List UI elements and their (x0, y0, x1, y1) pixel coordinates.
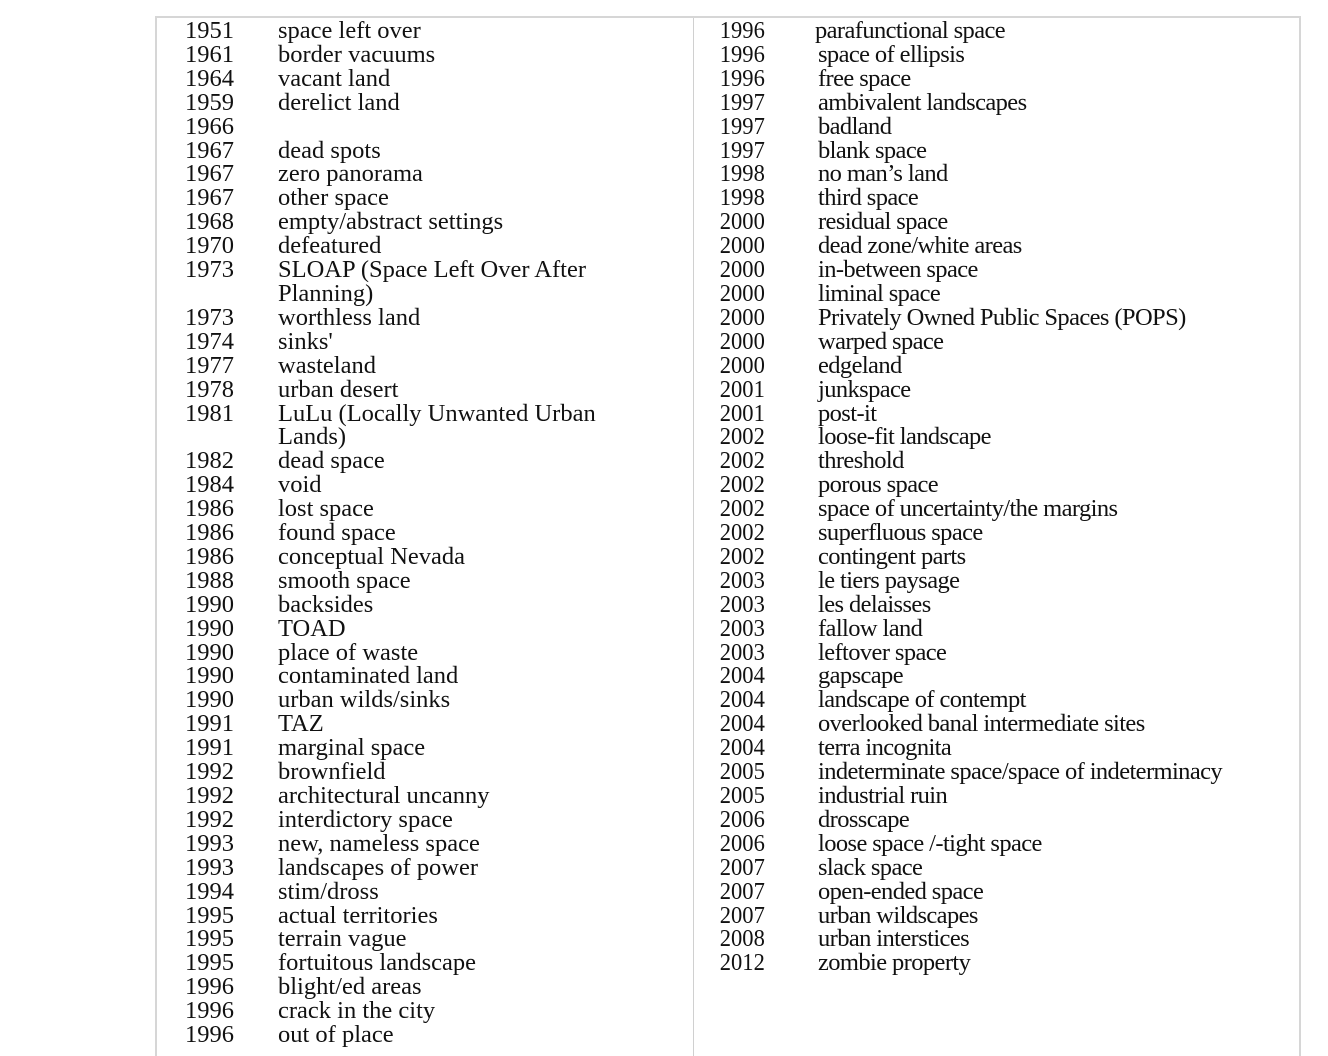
year-cell: 1997 (719, 88, 765, 116)
table-row (157, 590, 693, 618)
year-cell: 1991 (185, 734, 234, 762)
table-row (157, 829, 693, 857)
year-cell: 1990 (185, 662, 234, 690)
year-cell: 1967 (185, 184, 234, 212)
term-cell: zombie property (818, 949, 971, 977)
term-cell: derelict land (278, 88, 400, 116)
table-row (694, 19, 1301, 43)
year-cell: 1951 (185, 17, 234, 44)
term-cell: urban interstices (818, 925, 970, 953)
year-cell: 2002 (719, 519, 765, 547)
year-cell: 1997 (719, 112, 765, 140)
table-row (157, 712, 693, 736)
year-cell: 2008 (719, 925, 765, 953)
term-cell: marginal space (278, 734, 426, 762)
table-row (157, 877, 693, 905)
year-cell: 2003 (719, 590, 765, 618)
year-cell: 1986 (185, 495, 234, 523)
year-cell: 2002 (719, 423, 765, 451)
year-cell: 1990 (185, 638, 234, 666)
table-row (157, 351, 693, 379)
term-cell: ambivalent landscapes (818, 88, 1027, 116)
term-cell: SLOAP (Space Left Over After Planning) (278, 256, 586, 307)
term-cell: parafunctional space (815, 17, 1006, 44)
table-row (694, 399, 1301, 427)
table-row (157, 88, 693, 116)
table-row (694, 712, 1301, 736)
year-cell: 1964 (185, 64, 234, 92)
terms-table (155, 16, 1301, 1056)
term-cell: landscapes of power (278, 853, 479, 881)
table-row (694, 375, 1301, 403)
year-cell: 2005 (719, 782, 765, 809)
table-row (694, 449, 1301, 473)
term-cell: space of ellipsis (818, 40, 965, 68)
term-cell: TOAD (278, 614, 346, 642)
year-cell: 1995 (185, 925, 234, 953)
table-row (157, 375, 693, 403)
term-cell: void (278, 471, 322, 499)
term-cell: no man’s land (818, 160, 948, 188)
term-cell: stim/dross (278, 877, 379, 905)
term-cell: empty/abstract settings (278, 208, 504, 236)
term-cell: lost space (278, 495, 374, 523)
year-cell: 2006 (719, 805, 765, 833)
year-cell: 1988 (185, 566, 234, 594)
term-cell: junkspace (818, 375, 911, 403)
table-row (157, 566, 693, 594)
table-row (694, 258, 1301, 282)
term-cell: terrain vague (278, 925, 407, 953)
term-cell: wasteland (278, 351, 376, 379)
table-row (694, 88, 1301, 116)
year-cell: 1973 (185, 256, 234, 284)
year-cell: 1974 (185, 327, 234, 355)
year-cell: 2000 (719, 208, 765, 236)
term-cell: contingent parts (818, 542, 966, 570)
year-cell: 1995 (185, 901, 234, 929)
year-cell: 1981 (185, 399, 234, 427)
term-cell: third space (818, 184, 919, 212)
term-cell: superfluous space (818, 519, 983, 547)
table-row (694, 497, 1301, 521)
term-cell: residual space (818, 208, 948, 236)
table-row (157, 162, 693, 186)
table-row (157, 614, 693, 642)
term-cell: new, nameless space (278, 829, 480, 857)
year-cell: 1966 (185, 112, 234, 140)
year-cell: 1967 (185, 160, 234, 188)
year-cell: 2004 (719, 734, 765, 762)
table-row (694, 927, 1301, 951)
term-cell: drosscape (818, 805, 910, 833)
table-row (694, 521, 1301, 545)
term-cell: dead space (278, 447, 385, 475)
term-cell: industrial ruin (818, 782, 948, 809)
year-cell: 1973 (185, 303, 234, 331)
year-cell: 1986 (185, 519, 234, 547)
table-row (157, 542, 693, 570)
table-row (157, 853, 693, 881)
term-cell: vacant land (278, 64, 391, 92)
year-cell: 1992 (185, 758, 234, 786)
table-row (157, 210, 693, 234)
table-row (157, 112, 693, 140)
year-cell: 1978 (185, 375, 234, 403)
term-cell: worthless land (278, 303, 421, 331)
table-row (694, 64, 1301, 92)
term-cell: landscape of contempt (818, 686, 1026, 714)
table-row (694, 590, 1301, 618)
year-cell: 1982 (185, 447, 234, 475)
table-row (694, 162, 1301, 186)
left-column (157, 19, 693, 1047)
year-cell: 2000 (719, 327, 765, 355)
year-cell: 1992 (185, 782, 234, 809)
table-row (157, 327, 693, 355)
term-cell: in-between space (818, 256, 978, 284)
year-cell: 1967 (185, 136, 234, 164)
term-cell: brownfield (278, 758, 386, 786)
term-cell: post-it (818, 399, 877, 427)
year-cell: 2000 (719, 303, 765, 331)
year-cell: 2005 (719, 758, 765, 786)
term-cell: place of waste (278, 638, 419, 666)
term-cell: indeterminate space/space of indeterminacy (818, 758, 1223, 786)
table-row (694, 688, 1301, 712)
year-cell: 1984 (185, 471, 234, 499)
year-cell: 2000 (719, 279, 765, 307)
table-row (157, 64, 693, 92)
year-cell: 1996 (719, 17, 765, 44)
table-row (157, 760, 693, 784)
table-row (157, 1023, 693, 1047)
table-row (694, 760, 1301, 784)
year-cell: 1994 (185, 877, 234, 905)
table-row (157, 40, 693, 68)
table-row (694, 136, 1301, 164)
term-cell: backsides (278, 590, 374, 618)
term-cell: contaminated land (278, 662, 459, 690)
table-row (157, 186, 693, 210)
term-cell: architectural uncanny (278, 782, 490, 809)
table-row (157, 399, 693, 451)
table-row (694, 638, 1301, 666)
term-cell: urban wildscapes (818, 901, 978, 929)
term-cell: defeatured (278, 232, 382, 260)
year-cell: 2007 (719, 877, 765, 905)
term-cell: fortuitous landscape (278, 949, 476, 977)
year-cell: 1996 (185, 1021, 234, 1049)
table-row (694, 542, 1301, 570)
table-row (694, 614, 1301, 642)
table-row (157, 664, 693, 688)
term-cell: space left over (278, 17, 421, 44)
table-row (694, 784, 1301, 808)
year-cell: 1995 (185, 949, 234, 977)
term-cell: urban desert (278, 375, 399, 403)
year-cell: 2002 (719, 495, 765, 523)
term-cell: found space (278, 519, 396, 547)
term-cell: fallow land (818, 614, 923, 642)
year-cell: 1990 (185, 686, 234, 714)
year-cell: 2000 (719, 256, 765, 284)
table-row (694, 473, 1301, 497)
term-cell: liminal space (818, 279, 941, 307)
term-cell: dead spots (278, 136, 381, 164)
year-cell: 1970 (185, 232, 234, 260)
year-cell: 2012 (719, 949, 765, 977)
term-cell: porous space (818, 471, 939, 499)
right-column (694, 19, 1301, 975)
year-cell: 1992 (185, 805, 234, 833)
table-row (157, 234, 693, 258)
year-cell: 2004 (719, 686, 765, 714)
year-cell: 1959 (185, 88, 234, 116)
term-cell: terra incognita (818, 734, 952, 762)
term-cell: threshold (818, 447, 904, 475)
table-row (157, 258, 693, 306)
table-row (694, 186, 1301, 210)
table-row (694, 112, 1301, 140)
table-row (694, 327, 1301, 355)
table-row (157, 521, 693, 545)
table-row (694, 425, 1301, 449)
year-cell: 1996 (185, 997, 234, 1025)
year-cell: 1990 (185, 614, 234, 642)
table-row (157, 951, 693, 975)
year-cell: 2006 (719, 829, 765, 857)
term-cell: blight/ed areas (278, 973, 422, 1001)
term-cell: conceptual Nevada (278, 542, 466, 570)
year-cell: 2003 (719, 614, 765, 642)
term-cell: zero panorama (278, 160, 423, 188)
term-cell: TAZ (278, 710, 324, 738)
table-row (157, 136, 693, 164)
term-cell: warped space (818, 327, 944, 355)
table-row (694, 829, 1301, 857)
year-cell: 2002 (719, 447, 765, 475)
year-cell: 2004 (719, 710, 765, 738)
term-cell: dead zone/white areas (818, 232, 1022, 260)
year-cell: 1968 (185, 208, 234, 236)
table-row (157, 784, 693, 808)
year-cell: 1993 (185, 829, 234, 857)
term-cell: open-ended space (818, 877, 984, 905)
table-row (157, 736, 693, 760)
year-cell: 2007 (719, 853, 765, 881)
table-row (157, 805, 693, 833)
term-cell: loose-fit landscape (818, 423, 991, 451)
table-row (694, 234, 1301, 258)
year-cell: 2000 (719, 232, 765, 260)
table-row (157, 927, 693, 951)
year-cell: 1997 (719, 136, 765, 164)
year-cell: 1998 (719, 184, 765, 212)
term-cell: interdictory space (278, 805, 453, 833)
term-cell: crack in the city (278, 997, 436, 1025)
table-row (694, 805, 1301, 833)
year-cell: 2003 (719, 638, 765, 666)
term-cell: le tiers paysage (818, 566, 960, 594)
year-cell: 2007 (719, 901, 765, 929)
term-cell: urban wilds/sinks (278, 686, 451, 714)
table-row (157, 473, 693, 497)
table-row (157, 303, 693, 331)
term-cell: slack space (818, 853, 923, 881)
table-row (694, 40, 1301, 68)
year-cell: 2002 (719, 471, 765, 499)
year-cell: 1961 (185, 40, 234, 68)
year-cell: 2001 (719, 399, 765, 427)
table-row (694, 664, 1301, 688)
term-cell: LuLu (Locally Unwanted Urban Lands) (278, 399, 596, 451)
year-cell: 2000 (719, 351, 765, 379)
table-row (694, 566, 1301, 594)
table-row (694, 877, 1301, 905)
table-row (157, 449, 693, 473)
term-cell: badland (818, 112, 892, 140)
year-cell: 1998 (719, 160, 765, 188)
term-cell: free space (818, 64, 911, 92)
table-row (694, 210, 1301, 234)
year-cell: 1990 (185, 590, 234, 618)
term-cell: space of uncertainty/the margins (818, 495, 1118, 523)
year-cell: 1996 (719, 40, 765, 68)
year-cell: 1993 (185, 853, 234, 881)
term-cell: blank space (818, 136, 927, 164)
year-cell: 1986 (185, 542, 234, 570)
table-row (157, 975, 693, 999)
term-cell: out of place (278, 1021, 394, 1049)
term-cell: overlooked banal intermediate sites (818, 710, 1145, 738)
table-row (694, 736, 1301, 760)
year-cell: 1996 (185, 973, 234, 1001)
term-cell: gapscape (818, 662, 903, 690)
table-row (157, 688, 693, 712)
year-cell: 2002 (719, 542, 765, 570)
year-cell: 2001 (719, 375, 765, 403)
term-cell: sinks' (278, 327, 333, 355)
year-cell: 1991 (185, 710, 234, 738)
term-cell: border vacuums (278, 40, 436, 68)
year-cell: 1996 (719, 64, 765, 92)
table-row (694, 951, 1301, 975)
table-row (694, 351, 1301, 379)
table-row (694, 303, 1301, 331)
year-cell: 1977 (185, 351, 234, 379)
table-row (157, 638, 693, 666)
table-row (694, 853, 1301, 881)
table-row (694, 279, 1301, 307)
term-cell: Privately Owned Public Spaces (POPS) (818, 303, 1186, 331)
year-cell: 2004 (719, 662, 765, 690)
table-row (157, 901, 693, 929)
term-cell: actual territories (278, 901, 438, 929)
term-cell: les delaisses (818, 590, 931, 618)
term-cell: other space (278, 184, 389, 212)
term-cell: loose space /-tight space (818, 829, 1042, 857)
table-row (694, 901, 1301, 929)
table-row (157, 19, 693, 43)
year-cell: 2003 (719, 566, 765, 594)
table-row (157, 999, 693, 1023)
term-cell: leftover space (818, 638, 947, 666)
term-cell: edgeland (818, 351, 902, 379)
table-row (157, 497, 693, 521)
term-cell: smooth space (278, 566, 411, 594)
